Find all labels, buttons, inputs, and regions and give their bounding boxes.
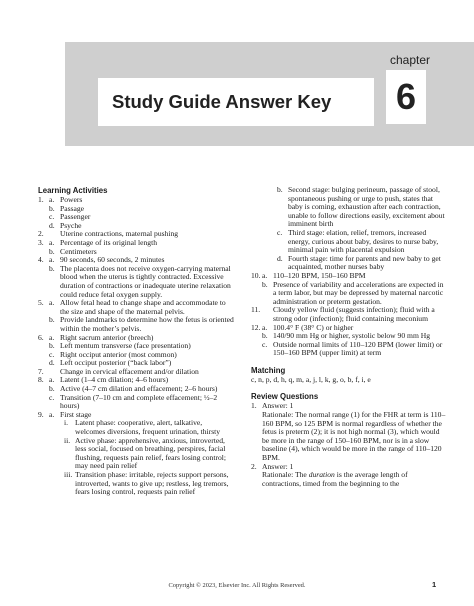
- item-letter: a.: [49, 298, 55, 308]
- list-item: [38, 419, 234, 436]
- item-text: Left mentum transverse (face presentation): [60, 341, 191, 351]
- item-number: 11.: [251, 305, 261, 315]
- learning-activities-continued-list: [251, 186, 447, 358]
- item-letter: b.: [277, 185, 283, 194]
- item-letter: c.: [262, 339, 268, 349]
- list-item: [38, 471, 234, 497]
- item-number: 2.: [38, 229, 44, 239]
- list-item: [251, 186, 447, 229]
- list-item: [251, 281, 447, 307]
- review-number: 1.: [251, 401, 257, 411]
- learning-activities-heading: Learning Activities: [38, 186, 108, 195]
- item-text: Transition phase: irritable, rejects support persons, introverted, wants to give up; restless, leg tremors, fears losing control, requests pain relief: [75, 470, 229, 497]
- item-text: Change in cervical effacement and/or dilation: [60, 366, 199, 376]
- page-title: Study Guide Answer Key: [112, 91, 332, 112]
- item-letter: iii.: [64, 470, 73, 479]
- review-text-prefix: Rationale: The: [262, 470, 309, 480]
- item-letter: d.: [49, 358, 55, 368]
- matching-answers: c, n, p, d, h, q, m, a, j, l, k, g, o, b, f, i, e: [251, 374, 371, 384]
- item-text: Transition (7–10 cm and complete effacement; ½–2 hours): [60, 392, 218, 411]
- item-text: Presence of variability and accelerations are expected in a term labor, but may be depressed by maternal narcotic administration or preterm gestation.: [273, 279, 444, 306]
- item-text: The placenta does not receive oxygen-carrying maternal blood when the uterus is tightly contracted. Excessive duration of contractions or inadequate uterine relaxation could reduce fetal oxygen supply.: [60, 263, 231, 299]
- item-letter: ii.: [64, 435, 71, 445]
- page-number: 1: [432, 580, 437, 589]
- item-text: 140/90 mm Hg or higher, systolic below 90 mm Hg: [273, 331, 431, 341]
- item-letter: c.: [49, 392, 55, 402]
- item-number: 5.: [38, 298, 44, 308]
- review-item: [251, 411, 447, 463]
- item-text: Fourth stage: time for parents and new baby to get acquainted, mother nurses baby: [288, 253, 441, 272]
- item-text: Passage: [60, 203, 85, 213]
- item-text: Third stage: elation, relief, tremors, increased energy, curious about baby, desires to nurse baby, minimal pain with placental expulsion: [288, 227, 439, 255]
- review-text: Answer: 1: [262, 461, 294, 471]
- item-text: First stage: [60, 409, 92, 419]
- list-item: [251, 341, 447, 358]
- item-letter: b.: [49, 341, 55, 351]
- item-letter: b.: [262, 279, 268, 289]
- item-number: 4.: [38, 255, 44, 265]
- list-item: [38, 316, 234, 333]
- item-text: Percentage of its original length: [60, 237, 158, 247]
- item-number: 10.: [251, 270, 261, 280]
- item-number: 1.: [38, 195, 44, 204]
- item-text: Left occiput posterior (“back labor”): [60, 358, 172, 368]
- chapter-number-box: [386, 70, 426, 124]
- review-questions-list: [251, 402, 447, 488]
- item-text: 110–120 BPM, 150–160 BPM: [273, 270, 366, 280]
- item-text: Latent (1–4 cm dilation; 4–6 hours): [60, 375, 169, 385]
- list-item: [38, 265, 234, 299]
- review-text: Rationale: The normal range (1) for the FHR at term is 110–160 BPM, so 125 BPM is normal regardless of whether the fetus is preterm (2); it is not high normal (3), which would be more in the range of 150–160 BPM, nor is in a slow baseline (4), which would be more in the range of 110–120 BPM.: [262, 410, 446, 463]
- item-letter: b.: [49, 263, 55, 273]
- chapter-number: 6: [395, 76, 417, 117]
- review-questions-heading: Review Questions: [251, 392, 319, 402]
- item-letter: i.: [64, 418, 69, 428]
- item-text: Psyche: [60, 220, 82, 230]
- item-letter: a.: [49, 375, 55, 385]
- item-letter: a.: [262, 270, 268, 280]
- item-text: Second stage: bulging perineum, passage of stool, spontaneous pushing or urge to push, states that baby is coming, exhaustion after each contraction, unable to follow directions easily, excitement about imminent birth: [288, 185, 445, 229]
- item-number: 3.: [38, 237, 44, 247]
- item-letter: c.: [49, 349, 55, 359]
- list-item: [38, 394, 234, 411]
- item-text: Provide landmarks to determine how the fetus is oriented within the mother’s pelvis.: [60, 315, 234, 333]
- item-text: 90 seconds, 60 seconds, 2 minutes: [60, 255, 165, 265]
- item-text: Active (4–7 cm dilation and effacement; 2–6 hours): [60, 384, 218, 394]
- learning-activities-list: [38, 196, 234, 497]
- item-letter: a.: [49, 409, 55, 419]
- item-letter: a.: [262, 322, 268, 332]
- item-text: Allow fetal head to change shape and accommodate to the size and shape of the maternal pelvis.: [60, 298, 226, 316]
- item-text: Outside normal limits of 110–120 BPM (lower limit) or 150–160 BPM (upper limit) at term: [273, 339, 443, 358]
- list-item: [251, 306, 447, 323]
- item-text: Active phase: apprehensive, anxious, introverted, less social, focused on breathing, perspires, facial flushing, requests pain relief, fears losing control; may need pain relief: [75, 435, 226, 471]
- item-number: 12.: [251, 322, 261, 332]
- item-letter: c.: [49, 212, 55, 222]
- item-letter: b.: [49, 246, 55, 256]
- item-number: 6.: [38, 332, 44, 342]
- copyright-footer: Copyright © 2023, Elsevier Inc. All Rights Reserved.: [168, 582, 306, 589]
- item-text: Uterine contractions, maternal pushing: [60, 229, 179, 239]
- item-letter: a.: [49, 237, 55, 247]
- item-letter: b.: [49, 384, 55, 394]
- item-text: Right occiput anterior (most common): [60, 349, 177, 359]
- review-text-emphasis: duration: [308, 470, 335, 480]
- item-letter: d.: [49, 220, 55, 230]
- item-number: 8.: [38, 375, 44, 385]
- list-item: [38, 437, 234, 471]
- review-text: [262, 471, 447, 488]
- item-letter: d.: [277, 253, 283, 263]
- matching-heading: Matching: [251, 365, 286, 375]
- list-item: [251, 255, 447, 272]
- item-letter: a.: [49, 255, 55, 265]
- review-text-rest: is the average length of contractions, timed from the beginning to the: [262, 470, 408, 488]
- item-text: Centimeters: [60, 246, 97, 256]
- review-number: 2.: [251, 461, 257, 471]
- right-column: [251, 186, 447, 488]
- item-text: Powers: [60, 195, 83, 204]
- item-text: Cloudy yellow fluid (suggests infection); fluid with a strong odor (infection); fluid containing meconium: [273, 305, 435, 323]
- item-number: 9.: [38, 409, 44, 419]
- item-text: Latent phase: cooperative, alert, talkative, welcomes diversions, frequent urination, thirsty: [75, 418, 221, 437]
- item-letter: c.: [277, 227, 283, 237]
- list-item: [38, 299, 234, 316]
- item-letter: b.: [49, 315, 55, 325]
- review-item: [251, 471, 447, 488]
- item-letter: a.: [49, 332, 55, 342]
- item-letter: b.: [262, 331, 268, 341]
- left-column: [38, 186, 234, 497]
- item-letter: a.: [49, 195, 55, 204]
- list-item: [251, 229, 447, 255]
- item-number: 7.: [38, 366, 44, 376]
- title-box: [98, 78, 374, 126]
- item-text: Passenger: [60, 212, 91, 222]
- item-text: Right sacrum anterior (breech): [60, 332, 154, 342]
- item-letter: b.: [49, 203, 55, 213]
- item-text: 100.4° F (38° C) or higher: [273, 322, 354, 332]
- chapter-label: chapter: [390, 53, 431, 67]
- review-text: Answer: 1: [262, 401, 294, 411]
